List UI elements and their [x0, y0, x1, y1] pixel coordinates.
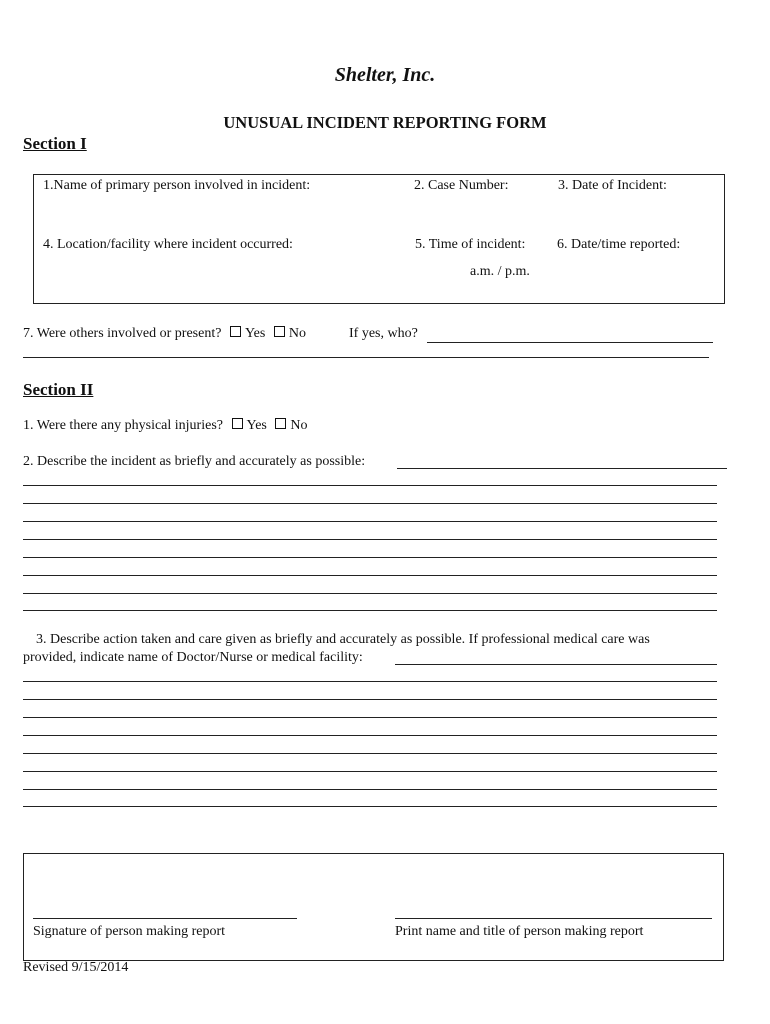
if-yes-who-field[interactable]	[427, 342, 713, 343]
print-name-line[interactable]	[395, 918, 712, 919]
describe-incident-question: 2. Describe the incident as briefly and accurately as possible:	[23, 454, 366, 469]
others-involved-yes-label: Yes	[244, 326, 266, 341]
date-of-incident-label: 3. Date of Incident:	[558, 178, 667, 193]
am-pm-label: a.m. / p.m.	[470, 264, 530, 279]
section-1-heading: Section I	[23, 134, 87, 153]
describe-incident-field[interactable]	[397, 468, 727, 469]
describe-incident-line[interactable]	[23, 575, 717, 576]
action-taken-line[interactable]	[23, 771, 717, 772]
action-taken-question-line-2: provided, indicate name of Doctor/Nurse or medical facility:	[23, 650, 363, 665]
case-number-label: 2. Case Number:	[414, 178, 509, 193]
action-taken-line[interactable]	[23, 789, 717, 790]
others-involved-yes-checkbox[interactable]	[230, 326, 241, 337]
primary-person-name-label: 1.Name of primary person involved in incident:	[43, 178, 311, 193]
describe-incident-line[interactable]	[23, 557, 717, 558]
signature-label: Signature of person making report	[33, 924, 226, 939]
form-title: UNUSUAL INCIDENT REPORTING FORM	[223, 113, 547, 132]
if-yes-who-label: If yes, who?	[349, 326, 418, 341]
describe-incident-line[interactable]	[23, 593, 717, 594]
describe-incident-line[interactable]	[23, 521, 717, 522]
signature-line[interactable]	[33, 918, 297, 919]
action-taken-line[interactable]	[23, 753, 717, 754]
time-of-incident-label: 5. Time of incident:	[415, 237, 526, 252]
if-yes-who-field-continued[interactable]	[23, 357, 709, 358]
action-taken-line[interactable]	[23, 717, 717, 718]
physical-injuries-no-label: No	[290, 418, 308, 433]
medical-facility-field[interactable]	[395, 664, 717, 665]
signature-box	[23, 853, 724, 961]
physical-injuries-question-text: 1. Were there any physical injuries?	[23, 418, 223, 433]
others-involved-no-label: No	[288, 326, 306, 341]
others-involved-no-checkbox[interactable]	[274, 326, 285, 337]
action-taken-line[interactable]	[23, 681, 717, 682]
organization-name: Shelter, Inc.	[334, 64, 436, 86]
physical-injuries-yes-label: Yes	[246, 418, 267, 433]
describe-incident-line[interactable]	[23, 503, 717, 504]
physical-injuries-no-checkbox[interactable]	[275, 418, 286, 429]
action-taken-line[interactable]	[23, 806, 717, 807]
describe-incident-line[interactable]	[23, 610, 717, 611]
revision-date: Revised 9/15/2014	[23, 960, 129, 975]
section-2-heading: Section II	[23, 380, 94, 399]
others-involved-question	[23, 326, 306, 342]
action-taken-line[interactable]	[23, 735, 717, 736]
section-1-info-box	[33, 174, 725, 304]
physical-injuries-yes-checkbox[interactable]	[232, 418, 243, 429]
describe-incident-line[interactable]	[23, 485, 717, 486]
action-taken-question-line-1: 3. Describe action taken and care given as briefly and accurately as possible. If professional medical care was	[36, 632, 650, 647]
action-taken-line[interactable]	[23, 699, 717, 700]
print-name-title-label: Print name and title of person making report	[395, 924, 644, 939]
describe-incident-line[interactable]	[23, 539, 717, 540]
location-label: 4. Location/facility where incident occurred:	[43, 237, 293, 252]
date-time-reported-label: 6. Date/time reported:	[557, 237, 681, 252]
physical-injuries-question	[23, 418, 308, 434]
others-involved-question-text: 7. Were others involved or present?	[23, 326, 222, 341]
